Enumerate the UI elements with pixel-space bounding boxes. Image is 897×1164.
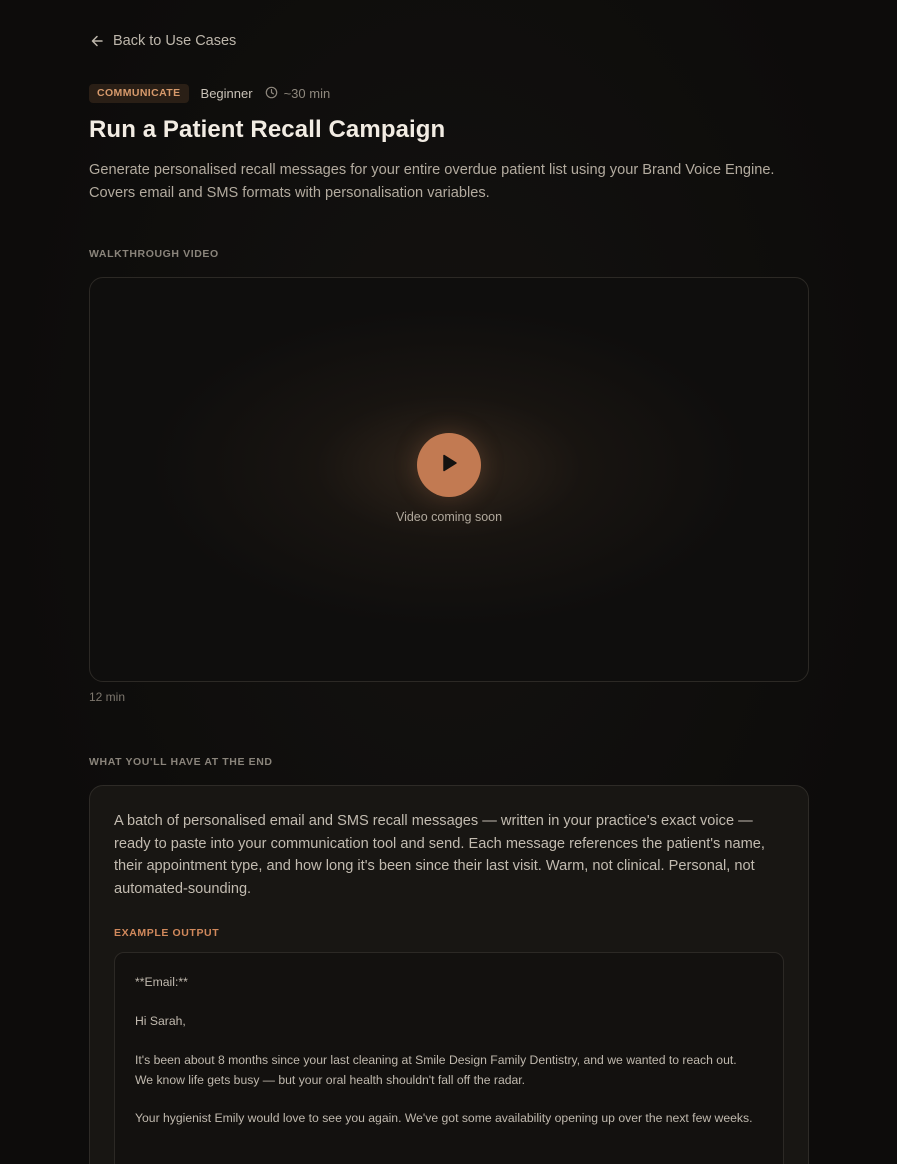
- play-icon: [438, 452, 460, 479]
- duration-info: [265, 86, 331, 102]
- back-to-use-cases-link[interactable]: [89, 33, 236, 49]
- example-line: Your hygienist Emily would love to see you again. We've got some availability opening up over the next few weeks.: [135, 1111, 753, 1125]
- category-badge: COMMUNICATE: [89, 84, 189, 103]
- walkthrough-video-label: WALKTHROUGH VIDEO: [89, 248, 219, 260]
- example-line: Hi Sarah,: [135, 1014, 186, 1028]
- video-status: Video coming soon: [395, 510, 503, 524]
- example-line: It's been about 8 months since your last cleaning at Smile Design Family Dentistry, and we wanted to reach out. We know life gets busy — but your oral health shouldn't fall off the radar.: [135, 1053, 737, 1087]
- page-title: Run a Patient Recall Campaign: [89, 116, 446, 143]
- outcome-text: A batch of personalised email and SMS recall messages — written in your practice's exact voice — ready to paste into your communication tool and send. Each message references the patient's name, their appointment type, and how long it's been since their last visit. Warm, not clinical. Personal, not automated-sounding.: [114, 813, 765, 897]
- video-player[interactable]: [89, 277, 809, 682]
- arrow-left-icon: [89, 33, 105, 49]
- outcome-section-label: WHAT YOU'LL HAVE AT THE END: [89, 756, 273, 768]
- video-duration: 12 min: [89, 690, 126, 704]
- back-link-label: Back to Use Cases: [113, 33, 237, 49]
- play-button[interactable]: [417, 433, 481, 497]
- clock-icon: [265, 86, 278, 102]
- outcome-card: [89, 785, 809, 1164]
- level-label: Beginner: [200, 86, 253, 101]
- meta-row: [89, 84, 330, 103]
- example-output-box: [114, 952, 784, 1164]
- example-line: **Email:**: [135, 975, 188, 989]
- example-output-label: EXAMPLE OUTPUT: [114, 927, 220, 939]
- duration-label: ~30 min: [283, 86, 331, 101]
- page-description: Generate personalised recall messages for your entire overdue patient list using your Brand Voice Engine. Covers email and SMS formats with personalisation variables.: [89, 162, 775, 201]
